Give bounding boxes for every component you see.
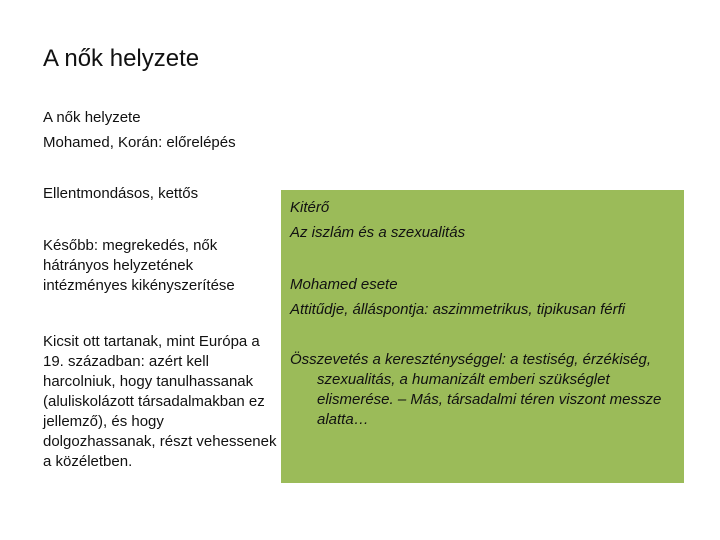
slide-title: A nők helyzete [43,45,200,72]
box-line-attitude: Attitűdje, álláspontja: aszimmetrikus, tipikusan férfi [290,301,626,318]
box-line-christianity-comparison: Összevetés a kereszténységgel: a testiség, érzékiség, szexualitás, a humanizált emberi szükséglet elismerése. – Más, társadalmi téren viszont messze alatta… [290,351,662,428]
paragraph-europe-comparison: Kicsit ott tartanak, mint Európa a 19. században: azért kell harcolniuk, hogy tanulhassanak (aluliskolázott társadalmakban ez jellemző), és hogy dolgozhassanak, részt vehessenek a közéletben. [43,333,277,470]
subtitle-women-situation: A nők helyzete [43,109,141,126]
paragraph-contradictory: Ellentmondásos, kettős [43,185,199,202]
box-line-mohamed-case: Mohamed esete [290,276,398,293]
subtitle-mohamed-koran: Mohamed, Korán: előrelépés [43,134,236,151]
paragraph-later-stagnation: Később: megrekedés, nők hátrányos helyzetének intézményes kikényszerítése [43,237,235,294]
box-line-islam-sexuality: Az iszlám és a szexualitás [290,224,466,241]
box-heading-digression: Kitérő [290,199,330,216]
digression-box [281,190,684,483]
